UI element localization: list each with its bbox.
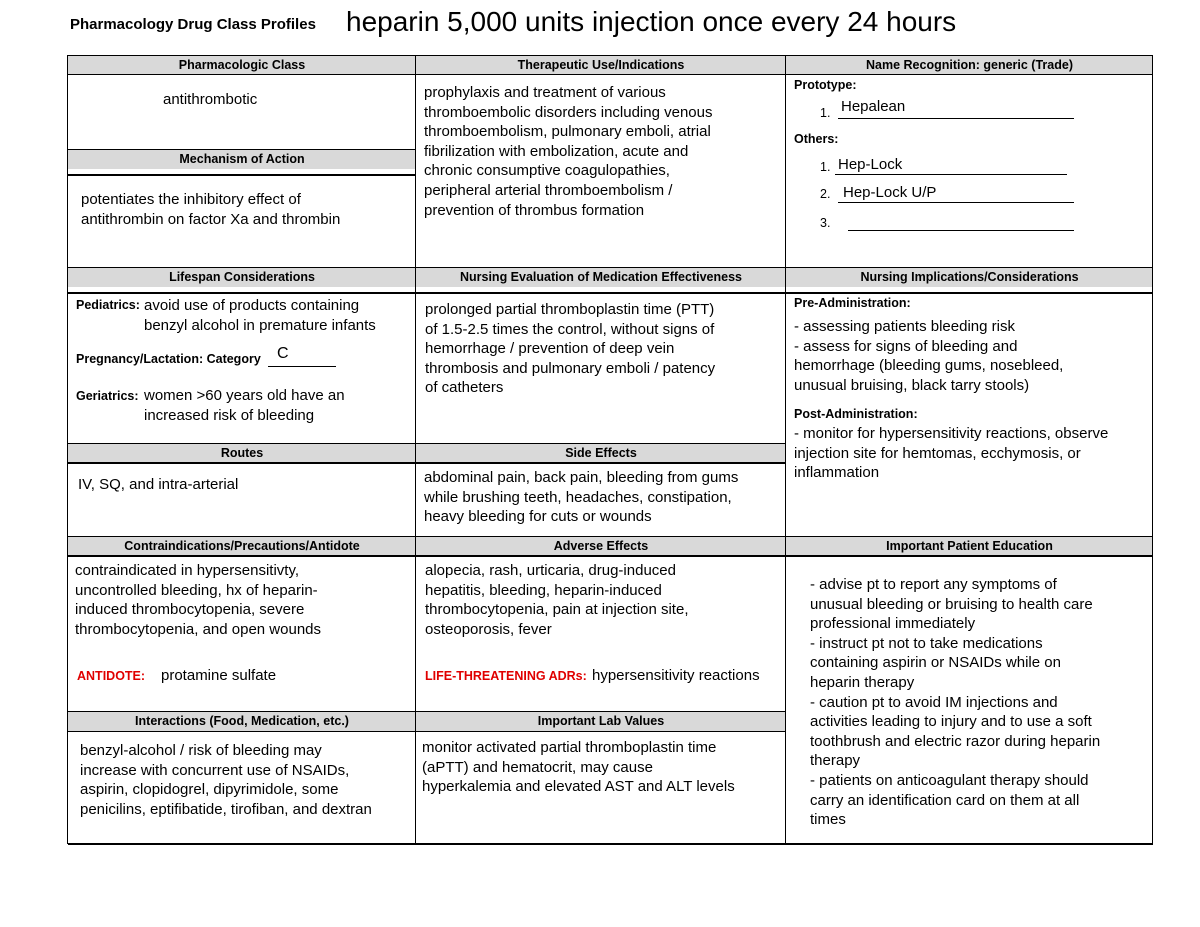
- other-underline: [848, 230, 1074, 231]
- text-line: chronic consumptive coagulopathies,: [424, 162, 670, 180]
- interactions-text: [80, 741, 372, 819]
- row-divider: [68, 267, 1153, 268]
- header-patient-education: Important Patient Education: [786, 537, 1153, 556]
- text-line: - monitor for hypersensitivity reactions, observe: [794, 425, 1109, 442]
- text-line: - instruct pt not to take medications: [810, 634, 1043, 652]
- header-nursing-impl: Nursing Implications/Considerations: [786, 268, 1153, 287]
- life-threatening-label: LIFE-THREATENING ADRs:: [425, 669, 587, 683]
- row-divider: [68, 711, 786, 712]
- prototype-underline: [838, 118, 1074, 119]
- text-line: containing aspirin or NSAIDs while on: [810, 654, 1061, 672]
- row-divider: [68, 555, 1153, 557]
- header-adverse: Adverse Effects: [416, 537, 786, 556]
- text-line: benzyl alcohol in premature infants: [144, 316, 376, 334]
- text-line: unusual bleeding or bruising to health care: [810, 595, 1093, 613]
- column-divider: [1152, 55, 1153, 844]
- pediatrics-text: [144, 296, 376, 335]
- text-line: peripheral arterial thromboembolism /: [424, 181, 673, 199]
- header-name-recognition: Name Recognition: generic (Trade): [786, 56, 1153, 75]
- text-line: of catheters: [425, 379, 504, 397]
- other-underline: [835, 174, 1067, 175]
- header-routes: Routes: [68, 444, 416, 463]
- text-line: induced thrombocytopenia, severe: [75, 601, 305, 619]
- text-line: monitor activated partial thromboplastin time: [422, 739, 717, 756]
- routes-value: IV, SQ, and intra-arterial: [78, 476, 239, 493]
- patient-education-text: [810, 575, 1100, 830]
- pregnancy-underline: [268, 366, 336, 367]
- text-line: therapy: [810, 752, 861, 770]
- antidote-value: protamine sulfate: [161, 667, 277, 684]
- drug-title: heparin 5,000 units injection once every 24 hours: [346, 6, 957, 37]
- text-line: - assessing patients bleeding risk: [794, 318, 1015, 335]
- header-interactions: Interactions (Food, Medication, etc.): [68, 712, 416, 731]
- text-line: prophylaxis and treatment of various: [424, 84, 666, 101]
- lab-values-text: [422, 738, 735, 797]
- text-line: fibrilization with embolization, acute and: [424, 142, 689, 160]
- text-line: toothbrush and electric razor during heparin: [810, 732, 1101, 750]
- header-lifespan: Lifespan Considerations: [68, 268, 416, 287]
- other-number: 1.: [820, 160, 831, 174]
- header-side-effects: Side Effects: [416, 444, 786, 463]
- row-divider: [68, 443, 786, 444]
- text-line: hemorrhage (bleeding gums, nosebleed,: [794, 357, 1064, 375]
- row-divider: [68, 462, 786, 464]
- text-line: heavy bleeding for cuts or wounds: [424, 508, 652, 526]
- text-line: heparin therapy: [810, 673, 915, 691]
- text-line: times: [810, 811, 846, 829]
- text-line: penicilins, eptifibatide, tirofiban, and dextran: [80, 800, 372, 818]
- header-pharm-class: Pharmacologic Class: [68, 56, 416, 75]
- text-line: unusual bruising, black tarry stools): [794, 376, 1030, 394]
- text-line: thromboembolism, pulmonary emboli, atrial: [424, 123, 711, 141]
- text-line: thrombocytopenia, and open wounds: [75, 620, 322, 638]
- row-divider: [68, 74, 1153, 75]
- text-line: injection site for hemtomas, ecchymosis, or: [794, 444, 1081, 462]
- text-line: - advise pt to report any symptoms of: [810, 576, 1057, 593]
- text-line: potentiates the inhibitory effect of: [81, 191, 301, 208]
- text-line: carry an identification card on them at all: [810, 791, 1080, 809]
- mechanism-text: [81, 190, 340, 229]
- text-line: of 1.5-2.5 times the control, without signs of: [425, 320, 715, 338]
- other-name: Hep-Lock U/P: [843, 184, 937, 201]
- pre-administration-text: [794, 317, 1063, 395]
- nursing-eval-text: [425, 300, 715, 398]
- other-number: 2.: [820, 187, 831, 201]
- header-contraindications: Contraindications/Precautions/Antidote: [68, 537, 416, 556]
- text-line: avoid use of products containing: [144, 297, 360, 314]
- text-line: thrombosis and pulmonary emboli / patency: [425, 359, 716, 377]
- contraindications-text: [75, 561, 321, 639]
- antidote-label: ANTIDOTE:: [77, 669, 146, 683]
- text-line: hyperkalemia and elevated AST and ALT levels: [422, 778, 735, 796]
- other-underline: [838, 202, 1074, 203]
- header-therapeutic: Therapeutic Use/Indications: [416, 56, 786, 75]
- text-line: contraindicated in hypersensitivty,: [75, 562, 300, 579]
- row-divider: [68, 149, 416, 150]
- row-divider: [68, 536, 1153, 537]
- header-lab-values: Important Lab Values: [416, 712, 786, 731]
- prototype-name: Hepalean: [841, 98, 906, 115]
- pharm-class-value: antithrombotic: [163, 91, 258, 108]
- therapeutic-text: [424, 83, 713, 220]
- other-number: 3.: [820, 216, 831, 230]
- column-divider: [415, 55, 416, 844]
- row-divider: [68, 292, 1153, 294]
- header-nursing-eval: Nursing Evaluation of Medication Effectiveness: [416, 268, 786, 287]
- text-line: increased risk of bleeding: [144, 406, 315, 424]
- text-line: aspirin, clopidogrel, dipyrimidole, some: [80, 781, 339, 799]
- prototype-label: Prototype:: [794, 78, 857, 92]
- text-line: women >60 years old have an: [144, 387, 345, 404]
- table-border-top: [68, 55, 1153, 56]
- text-line: - patients on anticoagulant therapy should: [810, 771, 1089, 789]
- text-line: osteoporosis, fever: [425, 620, 552, 638]
- doc-title: Pharmacology Drug Class Profiles: [70, 16, 316, 33]
- pediatrics-label: Pediatrics:: [76, 298, 140, 312]
- text-line: benzyl-alcohol / risk of bleeding may: [80, 742, 322, 759]
- text-line: inflammation: [794, 464, 880, 482]
- text-line: antithrombin on factor Xa and thrombin: [81, 210, 341, 228]
- text-line: hepatitis, bleeding, heparin-induced: [425, 581, 662, 599]
- geriatrics-label: Geriatrics:: [76, 389, 139, 403]
- row-divider: [68, 731, 786, 732]
- text-line: professional immediately: [810, 615, 976, 633]
- others-label: Others:: [794, 132, 839, 146]
- text-line: - caution pt to avoid IM injections and: [810, 693, 1058, 711]
- pre-administration-label: Pre-Administration:: [794, 296, 911, 310]
- pregnancy-label: Pregnancy/Lactation: Category: [76, 352, 261, 366]
- table-border-bottom: [68, 843, 1153, 845]
- text-line: abdominal pain, back pain, bleeding from gums: [424, 469, 739, 486]
- text-line: prolonged partial thromboplastin time (PTT): [425, 301, 715, 318]
- text-line: alopecia, rash, urticaria, drug-induced: [425, 562, 676, 579]
- column-divider: [67, 55, 68, 844]
- text-line: thromboembolic disorders including venous: [424, 103, 713, 121]
- text-line: increase with concurrent use of NSAIDs,: [80, 761, 350, 779]
- pregnancy-category: C: [277, 345, 289, 362]
- other-name: Hep-Lock: [838, 156, 903, 173]
- text-line: (aPTT) and hematocrit, may cause: [422, 758, 653, 776]
- side-effects-text: [424, 468, 738, 527]
- text-line: activities leading to injury and to use a soft: [810, 713, 1092, 731]
- text-line: hemorrhage / prevention of deep vein: [425, 340, 675, 358]
- geriatrics-text: [144, 386, 345, 425]
- text-line: thrombocytopenia, pain at injection site,: [425, 601, 689, 619]
- text-line: prevention of thrombus formation: [424, 201, 645, 219]
- column-divider: [785, 55, 786, 844]
- text-line: - assess for signs of bleeding and: [794, 337, 1018, 355]
- prototype-number: 1.: [820, 106, 831, 120]
- post-administration-label: Post-Administration:: [794, 407, 918, 421]
- text-line: while brushing teeth, headaches, constipation,: [424, 488, 732, 506]
- post-administration-text: [794, 424, 1108, 483]
- adverse-text: [425, 561, 689, 639]
- header-mechanism: Mechanism of Action: [68, 150, 416, 169]
- text-line: uncontrolled bleeding, hx of heparin-: [75, 581, 318, 599]
- row-divider: [68, 174, 416, 176]
- life-threatening-value: hypersensitivity reactions: [592, 667, 760, 684]
